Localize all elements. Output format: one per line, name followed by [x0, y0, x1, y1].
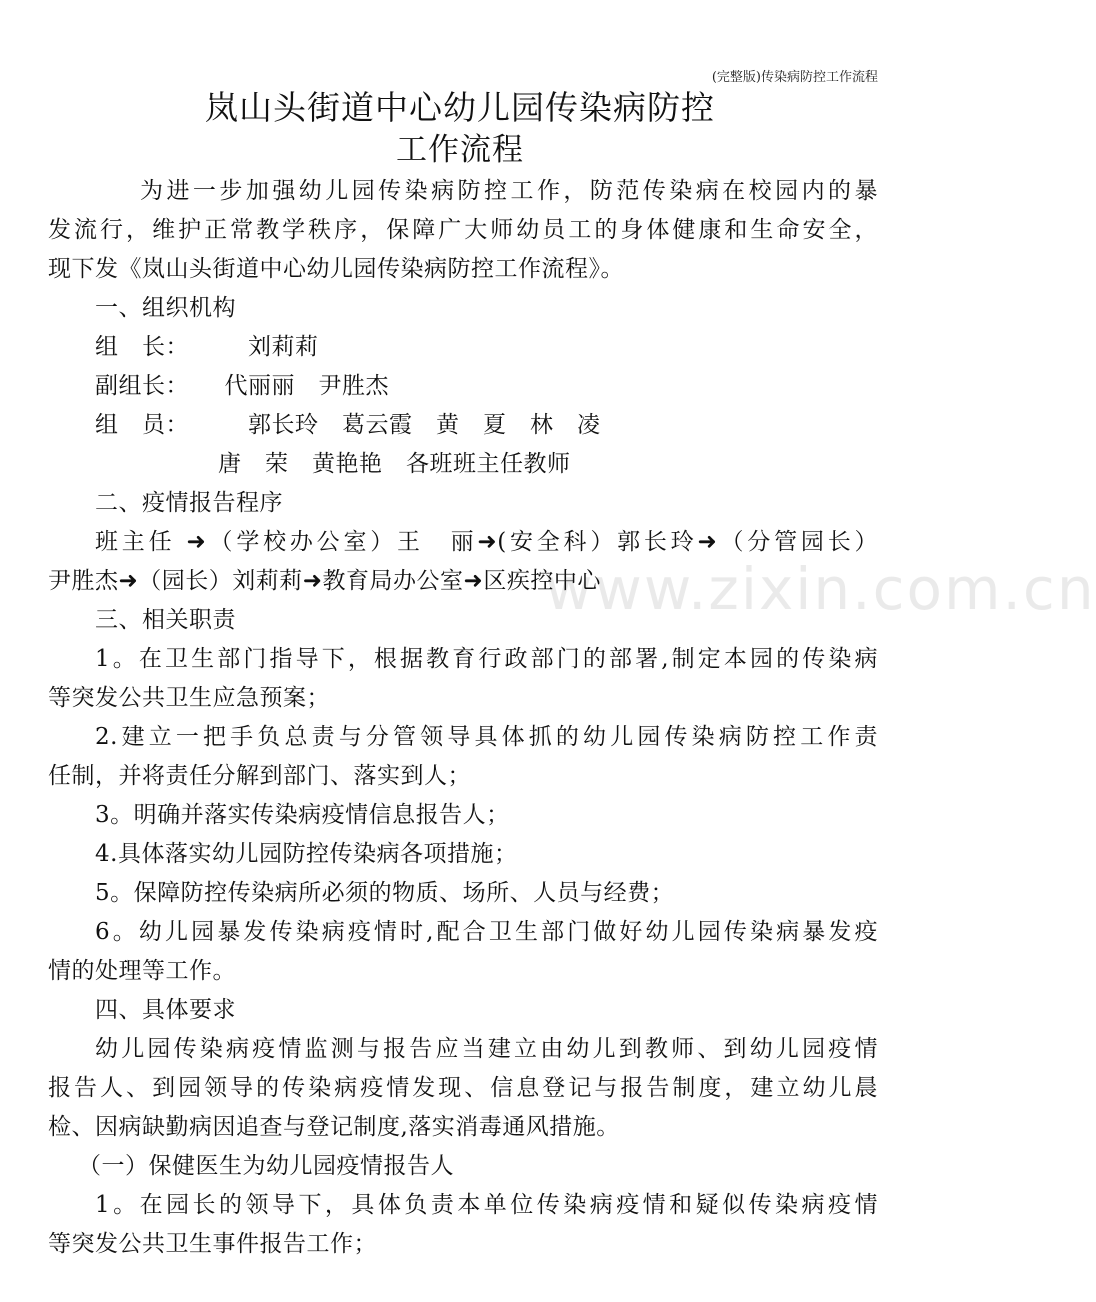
duty-2-line-1: 2.建立一把手负总责与分管领导具体抓的幼儿园传染病防控工作责 [95, 724, 878, 750]
document-title: 岚山头街道中心幼儿园传染病防控 [205, 88, 715, 127]
intro-line-3: 现下发《岚山头街道中心幼儿园传染病防控工作流程》。 [48, 256, 624, 282]
intro-line-2: 发流行，维护正常教学秩序，保障广大师幼员工的身体健康和生命安全， [48, 217, 878, 243]
document-subtitle: 工作流程 [396, 132, 524, 168]
duty-5: 5。保障防控传染病所必须的物质、场所、人员与经费； [95, 880, 675, 906]
requirements-line-1: 幼儿园传染病疫情监测与报告应当建立由幼儿到教师、到幼儿园疫情 [95, 1036, 878, 1062]
intro-line-1: 为进一步加强幼儿园传染病防控工作，防范传染病在校园内的暴 [140, 178, 878, 204]
subsection-1-heading: （一）保健医生为幼儿园疫情报告人 [78, 1153, 454, 1179]
duty-4: 4.具体落实幼儿园防控传染病各项措施； [95, 841, 518, 867]
page-header: (完整版)传染病防控工作流程 [711, 70, 878, 85]
leader-line: 组 长： 刘莉莉 [95, 334, 319, 360]
duty-6-line-1: 6。幼儿园暴发传染病疫情时,配合卫生部门做好幼儿园传染病暴发疫 [95, 919, 878, 945]
section-1-heading: 一、组织机构 [95, 295, 236, 321]
duty-6-line-2: 情的处理等工作。 [48, 958, 236, 984]
section-4-heading: 四、具体要求 [95, 997, 236, 1023]
requirements-line-2: 报告人、到园领导的传染病疫情发现、信息登记与报告制度，建立幼儿晨 [48, 1075, 878, 1101]
duty-1-line-1: 1。在卫生部门指导下，根据教育行政部门的部署,制定本园的传染病 [95, 646, 878, 672]
requirements-line-3: 检、因病缺勤病因追查与登记制度,落实消毒通风措施。 [48, 1114, 620, 1140]
section-2-heading: 二、疫情报告程序 [95, 490, 283, 516]
members-line: 组 员： 郭长玲 葛云霞 黄 夏 林 凌 [95, 412, 601, 438]
report-flow-line-1: 班主任 ➜（学校办公室）王 丽➜(安全科）郭长玲➜（分管园长） [95, 529, 878, 555]
duty-2-line-2: 任制，并将责任分解到部门、落实到人； [48, 763, 471, 789]
section-3-heading: 三、相关职责 [95, 607, 236, 633]
subsection-1-item-1-line-1: 1。在园长的领导下，具体负责本单位传染病疫情和疑似传染病疫情 [95, 1192, 878, 1218]
deputy-leader-line: 副组长： 代丽丽 尹胜杰 [95, 373, 389, 399]
duty-3: 3。明确并落实传染病疫情信息报告人； [95, 802, 510, 828]
members-line-2: 唐 荣 黄艳艳 各班班主任教师 [218, 451, 571, 477]
duty-1-line-2: 等突发公共卫生应急预案； [48, 685, 330, 711]
watermark: www.zixin.com.cn [545, 555, 1096, 623]
subsection-1-item-1-line-2: 等突发公共卫生事件报告工作； [48, 1231, 377, 1257]
report-flow-line-2: 尹胜杰➜（园长）刘莉莉➜教育局办公室➜区疾控中心 [48, 568, 601, 594]
